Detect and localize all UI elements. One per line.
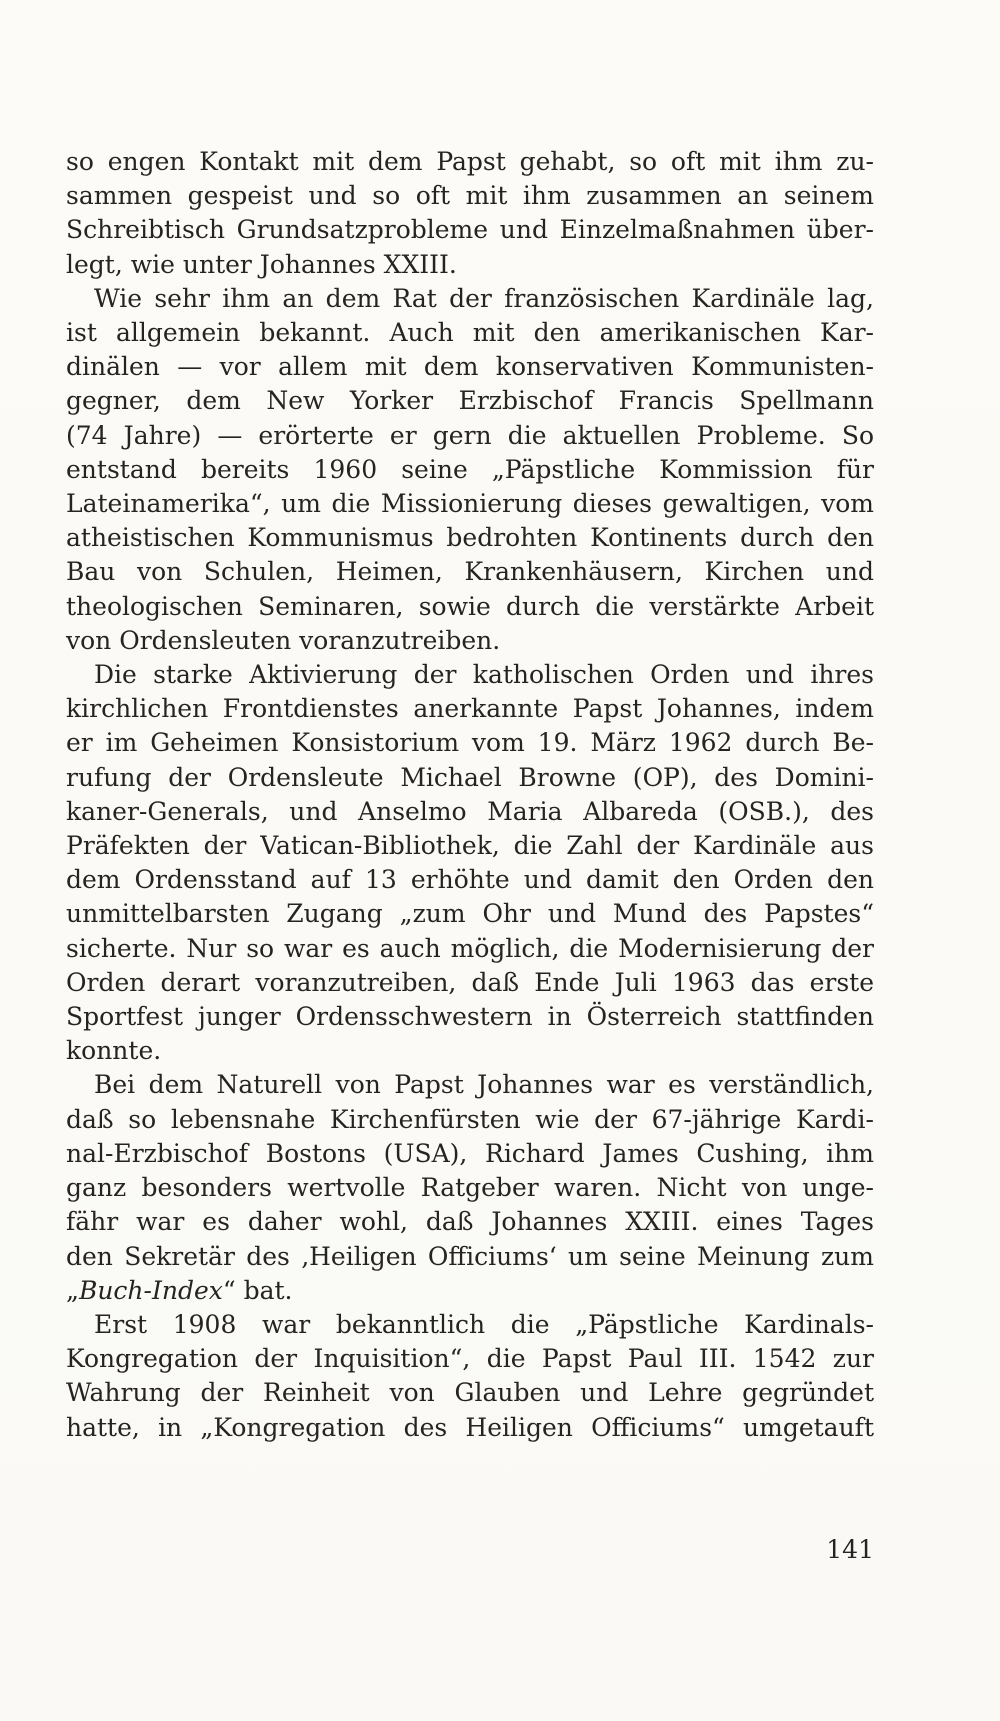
text-line: Schreibtisch Grundsatzprobleme und Einzelmaßnahmen über- [66, 215, 874, 245]
body-text [66, 145, 874, 1445]
text-line: Lateinamerika“, um die Missionierung dieses gewaltigen, vom [66, 489, 874, 519]
text-line: Bau von Schulen, Heimen, Krankenhäusern, Kirchen und [66, 557, 874, 587]
text-line: Wahrung der Reinheit von Glauben und Lehre gegründet [66, 1378, 874, 1408]
italic-title: Buch-Index [78, 1275, 223, 1305]
text-line: Die starke Aktivierung der katholischen Orden und ihres [94, 660, 874, 690]
text-line: konnte. [66, 1036, 162, 1066]
text-line: theologischen Seminaren, sowie durch die verstärkte Arbeit [66, 591, 874, 621]
text-line: gegner, dem New Yorker Erzbischof Francis Spellmann [66, 386, 874, 416]
text-line: Kongregation der Inquisition“, die Papst Paul III. 1542 zur [66, 1344, 874, 1374]
page-number: 141 [826, 1535, 874, 1564]
text-line: Erst 1908 war bekanntlich die „Päpstliche Kardinals- [94, 1309, 874, 1339]
paragraph-5 [66, 1308, 874, 1445]
text-line: er im Geheimen Konsistorium vom 19. März 1962 durch Be- [66, 728, 874, 758]
text-line: unmittelbarsten Zugang „zum Ohr und Mund des Papstes“ [66, 899, 874, 929]
text-line: so engen Kontakt mit dem Papst gehabt, so oft mit ihm zu- [66, 147, 874, 176]
text-line: fähr war es daher wohl, daß Johannes XXIII. eines Tages [66, 1207, 874, 1237]
text-line: nal-Erzbischof Bostons (USA), Richard James Cushing, ihm [66, 1138, 874, 1168]
text-line: dinälen — vor allem mit dem konservativen Kommunisten- [66, 352, 874, 382]
text-line: Wie sehr ihm an dem Rat der französischen Kardinäle lag, [94, 283, 874, 313]
text-line: Orden derart voranzutreiben, daß Ende Juli 1963 das erste [66, 967, 874, 997]
text-line: sammen gespeist und so oft mit ihm zusammen an seinem [66, 181, 874, 211]
text-line: atheistischen Kommunismus bedrohten Kontinents durch den [66, 523, 874, 553]
text-line: hatte, in „Kongregation des Heiligen Officiums“ umgetauft [66, 1412, 874, 1442]
paragraph-3 [66, 658, 874, 1068]
text-line: ganz besonders wertvolle Ratgeber waren. Nicht von unge- [66, 1173, 874, 1203]
text-line: ist allgemein bekannt. Auch mit den amerikanischen Kar- [66, 318, 874, 348]
text-line: (74 Jahre) — erörterte er gern die aktuellen Probleme. So [66, 420, 874, 450]
text-line: Sportfest junger Ordensschwestern in Österreich stattfinden [66, 1002, 874, 1032]
text-line: Bei dem Naturell von Papst Johannes war es verständlich, [94, 1070, 874, 1100]
quote-open: „ [66, 1275, 79, 1305]
text-line [66, 1274, 874, 1308]
paragraph-4 [66, 1068, 874, 1307]
text-line: den Sekretär des ‚Heiligen Officiums‘ um seine Meinung zum [66, 1241, 874, 1271]
paragraph-1 [66, 145, 874, 282]
text-line: kaner-Generals, und Anselmo Maria Albareda (OSB.), des [66, 796, 874, 826]
text-line: sicherte. Nur so war es auch möglich, die Modernisierung der [66, 933, 874, 963]
text-line: von Ordensleuten voranzutreiben. [66, 625, 501, 655]
text-line: Präfekten der Vatican-Bibliothek, die Zahl der Kardinäle aus [66, 831, 874, 861]
text-line: dem Ordensstand auf 13 erhöhte und damit den Orden den [66, 865, 874, 895]
paragraph-2 [66, 282, 874, 658]
text-line: rufung der Ordensleute Michael Browne (OP), des Domini- [66, 762, 874, 792]
text-line: legt, wie unter Johannes XXIII. [66, 249, 457, 279]
quote-close: “ bat. [222, 1275, 293, 1305]
text-line: daß so lebensnahe Kirchenfürsten wie der 67-jährige Kardi- [66, 1104, 874, 1134]
text-line: entstand bereits 1960 seine „Päpstliche Kommission für [66, 454, 874, 484]
text-line: kirchlichen Frontdienstes anerkannte Papst Johannes, indem [66, 694, 874, 724]
